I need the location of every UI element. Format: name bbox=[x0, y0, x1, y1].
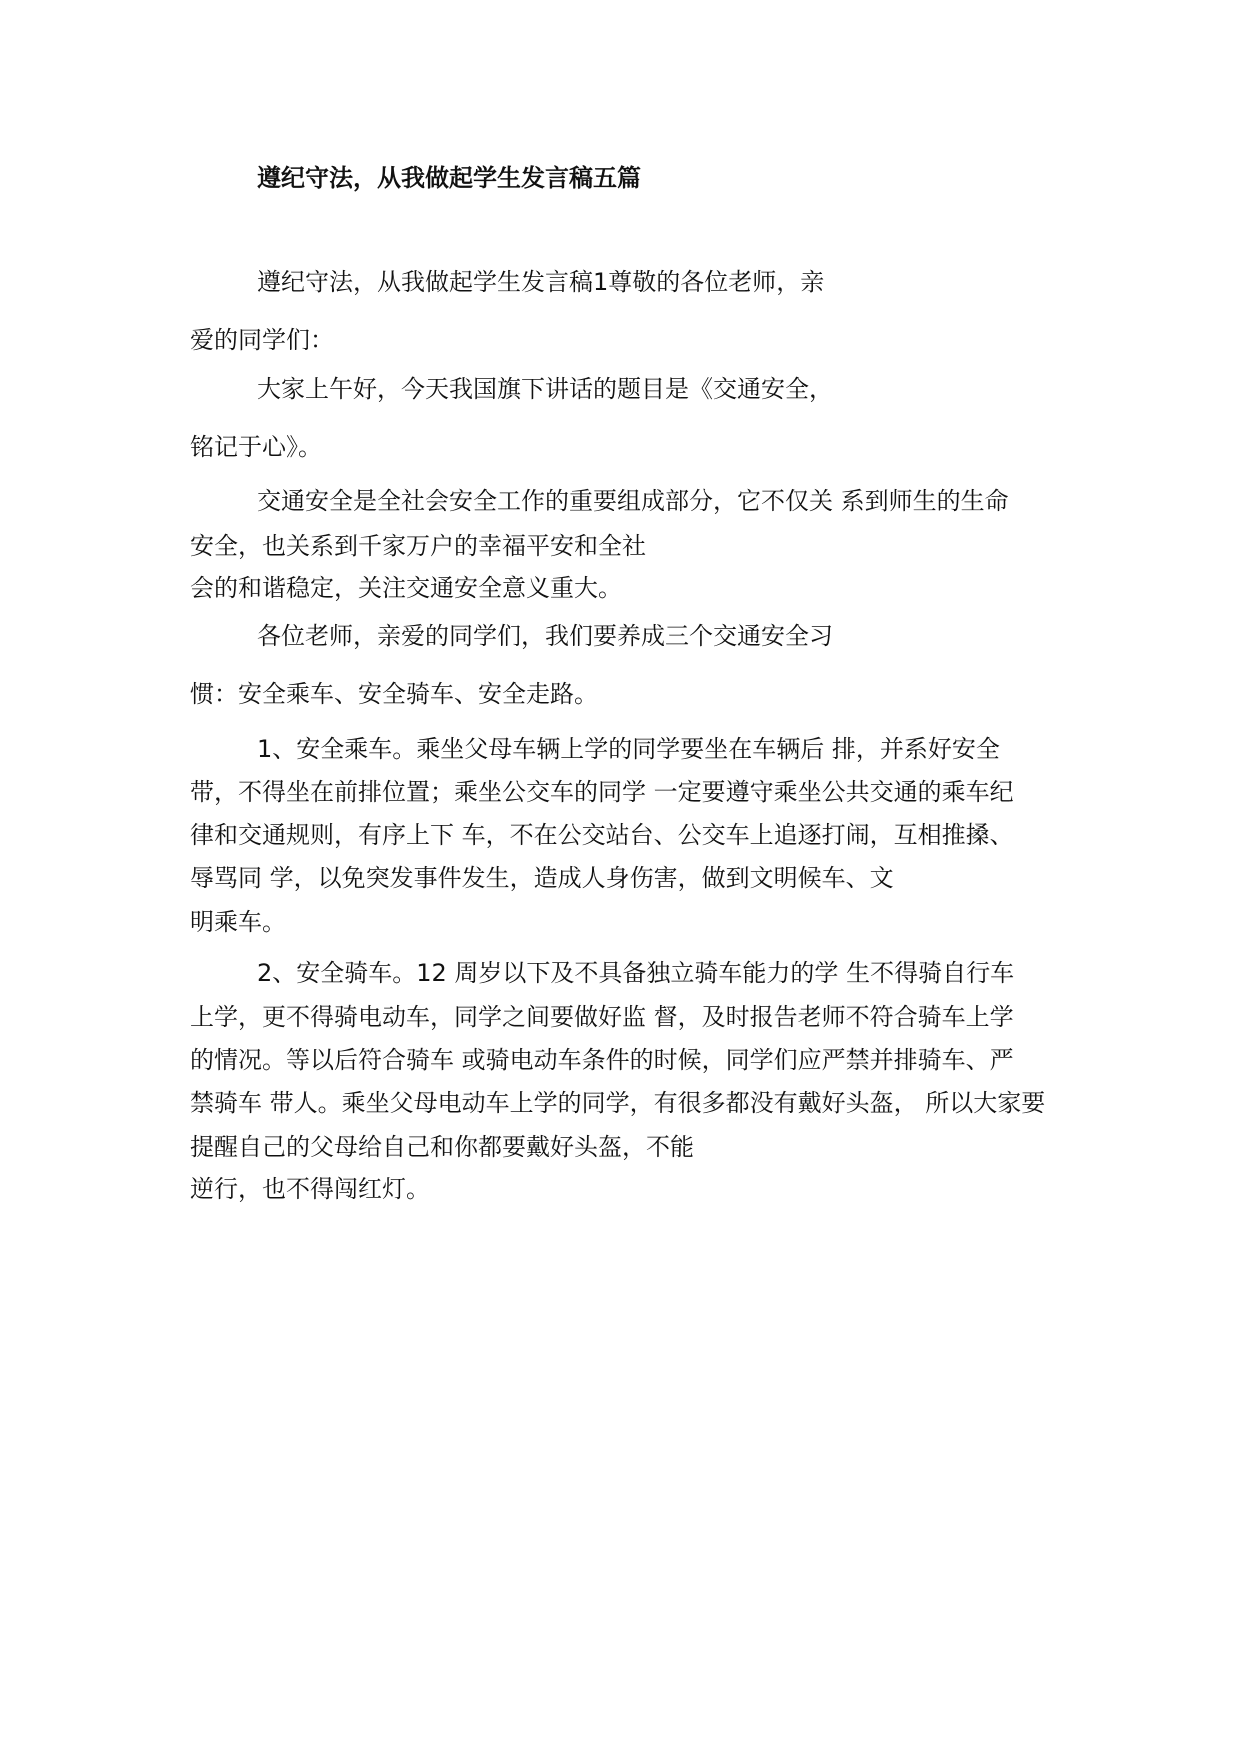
body-line: 遵纪守法，从我做起学生发言稿1尊敬的各位老师，亲 bbox=[257, 268, 825, 296]
body-line: 爱的同学们： bbox=[190, 326, 334, 354]
body-line: 交通安全是全社会安全工作的重要组成部分，它不仅关 系到师生的生命 bbox=[257, 487, 1009, 515]
body-line: 各位老师，亲爱的同学们，我们要养成三个交通安全习 bbox=[257, 622, 833, 650]
body-line: 会的和谐稳定，关注交通安全意义重大。 bbox=[190, 574, 622, 602]
body-line: 大家上午好，今天我国旗下讲话的题目是《交通安全， bbox=[257, 375, 833, 403]
body-line: 2、安全骑车。12 周岁以下及不具备独立骑车能力的学 生不得骑自行车 bbox=[257, 959, 1015, 987]
body-line: 提醒自己的父母给自己和你都要戴好头盔，不能 bbox=[190, 1133, 694, 1161]
body-line: 铭记于心》。 bbox=[190, 433, 322, 461]
body-line: 禁骑车 带人。乘坐父母电动车上学的同学，有很多都没有戴好头盔， 所以大家要 bbox=[190, 1089, 1046, 1117]
document-title: 遵纪守法，从我做起学生发言稿五篇 bbox=[257, 164, 641, 192]
body-line: 1、安全乘车。乘坐父母车辆上学的同学要坐在车辆后 排，并系好安全 bbox=[257, 735, 1000, 763]
body-line: 律和交通规则，有序上下 车，不在公交站台、公交车上追逐打闹，互相推搡、 bbox=[190, 821, 1014, 849]
body-line: 安全，也关系到千家万户的幸福平安和全社 bbox=[190, 532, 646, 560]
body-line: 明乘车。 bbox=[190, 908, 286, 936]
body-line: 逆行，也不得闯红灯。 bbox=[190, 1175, 430, 1203]
body-line: 的情况。等以后符合骑车 或骑电动车条件的时候，同学们应严禁并排骑车、严 bbox=[190, 1046, 1014, 1074]
body-line: 带，不得坐在前排位置；乘坐公交车的同学 一定要遵守乘坐公共交通的乘车纪 bbox=[190, 778, 1014, 806]
body-line: 辱骂同 学，以免突发事件发生，造成人身伤害，做到文明候车、文 bbox=[190, 864, 894, 892]
body-line: 惯：安全乘车、安全骑车、安全走路。 bbox=[190, 680, 598, 708]
body-line: 上学，更不得骑电动车，同学之间要做好监 督，及时报告老师不符合骑车上学 bbox=[190, 1003, 1014, 1031]
